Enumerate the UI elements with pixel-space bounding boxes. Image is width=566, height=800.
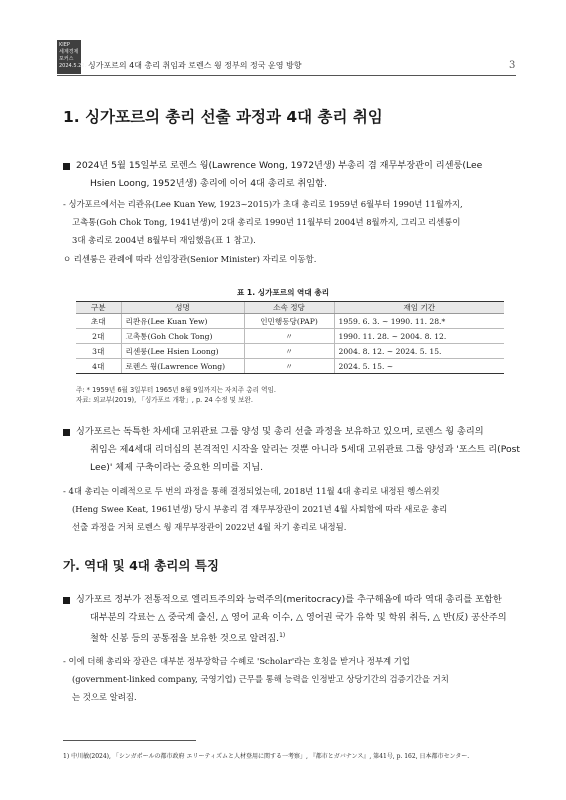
table-cell: 인민행동당(PAP) [244, 314, 334, 329]
subsection-heading: 가. 역대 및 4대 총리의 특징 [63, 558, 219, 573]
table-cell: 리콴유(Lee Kuan Yew) [121, 314, 244, 329]
table-caption: 표 1. 싱가포르의 역대 총리 [236, 288, 330, 297]
section-heading: 1. 싱가포르의 총리 선출 과정과 4대 총리 취임 [63, 108, 383, 126]
table-cell: 고촉통(Goh Chok Tong) [121, 329, 244, 344]
footnote: 1) 中川敏(2024), 「シンガポールの都市政府 エリーティズムと人材登用に関する一考察」, 『都市とガバナンス』, 第41号, p. 162, 日本都市センター. [63, 753, 470, 760]
table-cell: 로렌스 웡(Lawrence Wong) [121, 359, 244, 374]
table-cell: 〃 [244, 344, 334, 359]
header-divider [57, 75, 516, 76]
table-row [76, 344, 504, 359]
page-number: 3 [509, 60, 516, 71]
footnote-ref[interactable]: 1) [279, 632, 286, 639]
table-cell: 〃 [244, 359, 334, 374]
paragraph-line: 선출 과정을 거쳐 로렌스 웡 재무부장관이 2022년 4월 차기 총리로 내정됨. [72, 522, 347, 532]
table-cell: 〃 [244, 329, 334, 344]
table-cell: 4대 [76, 359, 121, 374]
running-title: 싱가포르의 4대 총리 취임과 로렌스 웡 정부의 정국 운영 방향 [88, 61, 302, 70]
paragraph-line: Lee)' 체제 구축이라는 중요한 의미를 지님. [90, 462, 264, 473]
paragraph-line: (government-linked company, 국영기업) 근무를 통해 능력을 인정받고 상당기간의 검증기간을 거치 [72, 674, 449, 684]
table-row [76, 359, 504, 374]
table-header-cell: 성명 [121, 302, 244, 314]
bullet-square-icon [63, 163, 70, 170]
table-row [76, 314, 504, 329]
paragraph-line: 취임은 제4세대 리더십의 본격적인 시작을 알리는 것뿐 아니라 5세대 고위관료 그룹 양성과 '포스트 리(Post [90, 444, 520, 455]
table-cell: 3대 [76, 344, 121, 359]
paragraph-line: (Heng Swee Keat, 1961년생) 당시 부총리 겸 재무부장관이 2021년 4월 사퇴함에 따라 새로운 총리 [72, 504, 448, 514]
table-cell: 2004. 8. 12. ~ 2024. 5. 15. [334, 344, 504, 359]
paragraph-line: - 이에 더해 총리와 장관은 대부분 정부장학금 수혜로 'Scholar'라는 호칭을 받거나 정부계 기업 [63, 656, 410, 666]
badge-series2: 포커스 [59, 56, 74, 62]
paragraph-line: 싱가포르는 독특한 차세대 고위관료 그룹 양성 및 총리 선출 과정을 보유하고 있으며, 로렌스 웡 총리의 [76, 426, 484, 437]
badge-org: KIEP [59, 42, 70, 48]
paragraph-line: ㅇ 리센룽은 관례에 따라 선임장관(Senior Minister) 자리로 이동함. [63, 254, 317, 264]
paragraph-line: Hsien Loong, 1952년생) 총리에 이어 4대 총리로 취임함. [90, 178, 327, 189]
paragraph-line: - 4대 총리는 이례적으로 두 번의 과정을 통해 결정되었는데, 2018년 11월 4대 총리로 내정된 헹스위킷 [63, 486, 440, 496]
table-cell: 리센룽(Lee Hsien Loong) [121, 344, 244, 359]
table-header-cell: 구분 [76, 302, 121, 314]
paragraph-line: - 싱가포르에서는 리콴유(Lee Kuan Yew, 1923~2015)가 초대 총리로 1959년 6월부터 1990년 11월까지, [63, 199, 463, 209]
table-cell: 1990. 11. 28. ~ 2004. 8. 12. [334, 329, 504, 344]
table-cell: 2대 [76, 329, 121, 344]
table-header-cell: 재임 기간 [334, 302, 504, 314]
paragraph-line: 대부분의 각료는 △ 중국계 출신, △ 영어 교육 이수, △ 영어권 국가 유학 및 학위 취득, △ 반(反) 공산주의 [90, 612, 507, 623]
table-header-cell: 소속 정당 [244, 302, 334, 314]
table-source: 자료: 외교부(2019), 「싱가포르 개황」, p. 24 수정 및 보완. [76, 396, 253, 404]
table-row [76, 329, 504, 344]
publication-badge [57, 40, 87, 74]
table-header-row [76, 302, 504, 314]
paragraph-line: 싱가포르 정부가 전통적으로 엘리트주의와 능력주의(meritocracy)를 추구해옴에 따라 역대 총리를 포함한 [76, 594, 502, 605]
table-cell: 1959. 6. 3. ~ 1990. 11. 28.* [334, 314, 504, 329]
table-cell: 2024. 5. 15. ~ [334, 359, 504, 374]
table-note: 주: * 1959년 6월 3일부터 1965년 8월 9일까지는 자치주 총리 역임. [76, 386, 276, 394]
paragraph-line: 3대 총리로 2004년 8월부터 재임했음(표 1 참고). [72, 235, 256, 245]
badge-date: 2024.5.22. [59, 63, 87, 69]
paragraph-line: 는 것으로 알려짐. [72, 692, 137, 702]
paragraph-line: 고촉통(Goh Chok Tong, 1941년생)이 2대 총리로 1990년 11월부터 2004년 8월까지, 그리고 리센룽이 [72, 217, 461, 227]
bullet-square-icon [63, 597, 70, 604]
bullet-square-icon [63, 429, 70, 436]
table-cell: 초대 [76, 314, 121, 329]
paragraph-text: 철학 신봉 등의 공통점을 보유한 것으로 알려짐. [90, 633, 280, 645]
premiers-table [76, 301, 504, 374]
footnote-divider [63, 740, 196, 741]
paragraph-line [90, 630, 285, 645]
paragraph-line: 2024년 5월 15일부로 로렌스 웡(Lawrence Wong, 1972년생) 부총리 겸 재무부장관이 리센룽(Lee [76, 160, 483, 171]
badge-series1: 세계경제 [59, 49, 79, 55]
